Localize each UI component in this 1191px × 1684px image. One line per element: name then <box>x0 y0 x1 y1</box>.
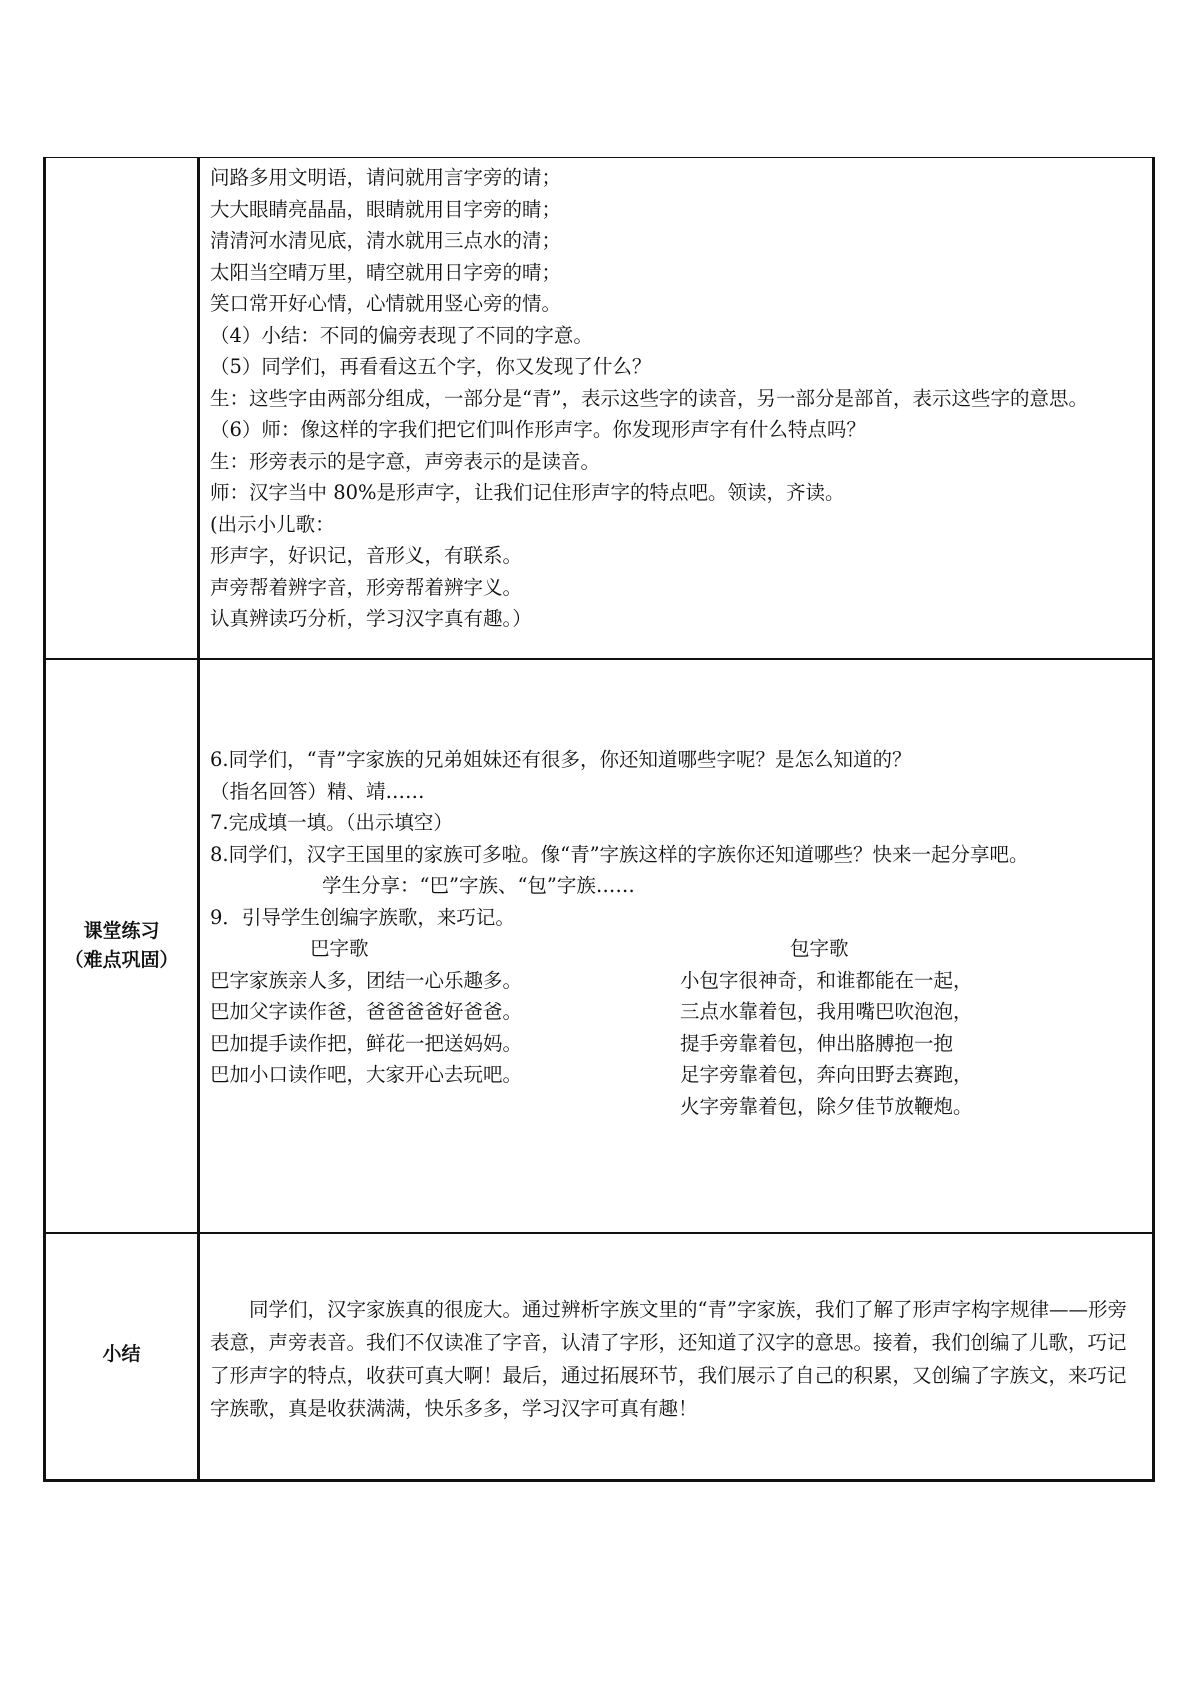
text-line: 6.同学们，“青”字家族的兄弟姐妹还有很多，你还知道哪些字呢？是怎么知道的？ <box>210 748 912 771</box>
song-left <box>210 933 522 1091</box>
text-line: 7.完成填一填。（出示填空） <box>210 811 453 834</box>
text-line: 声旁帮着辨字音，形旁帮着辨字义。 <box>210 575 523 599</box>
text-line: 形声字，好识记，音形义，有联系。 <box>210 544 523 567</box>
summary-paragraph: 同学们，汉字家族真的很庞大。通过辨析字族文里的“青”字家族，我们了解了形声字构字规律——形旁表意，声旁表音。我们不仅读准了字音，认清了字形，还知道了汉字的意思。接着，我们创编了儿歌，巧记了形声字的特点，收获可真大啊！最后，通过拓展环节，我们展示了自己的积累，又创编了字族文，来巧记字族歌，真是收获满满，快乐多多，学习汉字可真有趣！ <box>210 1298 1127 1420</box>
text-line: 生：形旁表示的是字意，声旁表示的是读音。 <box>210 449 601 473</box>
text-line: 师：汉字当中 80%是形声字，让我们记住形声字的特点吧。领读，齐读。 <box>210 481 845 504</box>
section-2-content <box>210 744 1145 1123</box>
text-line: 认真辨读巧分析，学习汉字真有趣。） <box>210 607 532 630</box>
text-line: 太阳当空晴万里，晴空就用日字旁的晴； <box>210 260 562 284</box>
song-line: 火字旁靠着包，除夕佳节放鞭炮。 <box>680 1094 973 1118</box>
text-line: 学生分享：“巴”字族、“包”字族…… <box>322 874 635 897</box>
text-line: 9．引导学生创编字族歌，来巧记。 <box>210 905 515 929</box>
song-line: 巴字家族亲人多，团结一心乐趣多。 <box>210 968 523 992</box>
text-line: 笑口常开好心情，心情就用竖心旁的情。 <box>210 292 562 315</box>
text-line: （6）师：像这样的字我们把它们叫作形声字。你发现形声字有什么特点吗？ <box>210 418 866 441</box>
label-line: 课堂练习 <box>83 920 160 942</box>
text-line: 问路多用文明语，请问就用言字旁的请； <box>210 166 562 189</box>
song-title: 包字歌 <box>790 937 849 960</box>
song-line: 小包字很神奇，和谁都能在一起， <box>680 968 973 992</box>
text-line: 清清河水清见底，清水就用三点水的清； <box>210 229 562 252</box>
song-line: 足字旁靠着包，奔向田野去赛跑， <box>680 1063 973 1086</box>
text-line: (出示小儿歌： <box>210 512 335 536</box>
text-paragraph: 生：这些字由两部分组成，一部分是“青”，表示这些字的读音，另一部分是部首，表示这些字的意思。 <box>210 386 1088 410</box>
song-line: 巴加提手读作把，鲜花一把送妈妈。 <box>210 1031 523 1055</box>
section-3-label: 小结 <box>102 1343 141 1365</box>
song-right <box>680 933 973 1122</box>
text-paragraph: 8.同学们，汉字王国里的家族可多啦。像“青”字族这样的字族你还知道哪些？快来一起分享吧。 <box>210 842 1029 866</box>
text-line: （指名回答）精、靖…… <box>210 779 425 803</box>
song-line: 巴加小口读作吧，大家开心去玩吧。 <box>210 1063 523 1086</box>
section-2-label <box>46 917 197 975</box>
section-3-content <box>210 1293 1145 1425</box>
row-divider-2 <box>43 1232 1155 1234</box>
song-line: 巴加父字读作爸，爸爸爸爸好爸爸。 <box>210 1000 523 1023</box>
section-1-content <box>210 162 1145 635</box>
text-line: 大大眼睛亮晶晶，眼睛就用目字旁的睛； <box>210 197 562 221</box>
text-line: （4）小结：不同的偏旁表现了不同的字意。 <box>210 323 593 347</box>
song-title: 巴字歌 <box>310 937 369 960</box>
column-divider <box>197 157 200 1482</box>
song-line: 提手旁靠着包，伸出胳膊抱一抱 <box>680 1031 954 1055</box>
songs <box>210 933 1145 1123</box>
label-line: （难点巩固） <box>64 949 179 971</box>
text-line: （5）同学们，再看看这五个字，你又发现了什么？ <box>210 355 652 378</box>
song-line: 三点水靠着包，我用嘴巴吹泡泡， <box>680 1000 973 1023</box>
row-divider-1 <box>43 658 1155 660</box>
